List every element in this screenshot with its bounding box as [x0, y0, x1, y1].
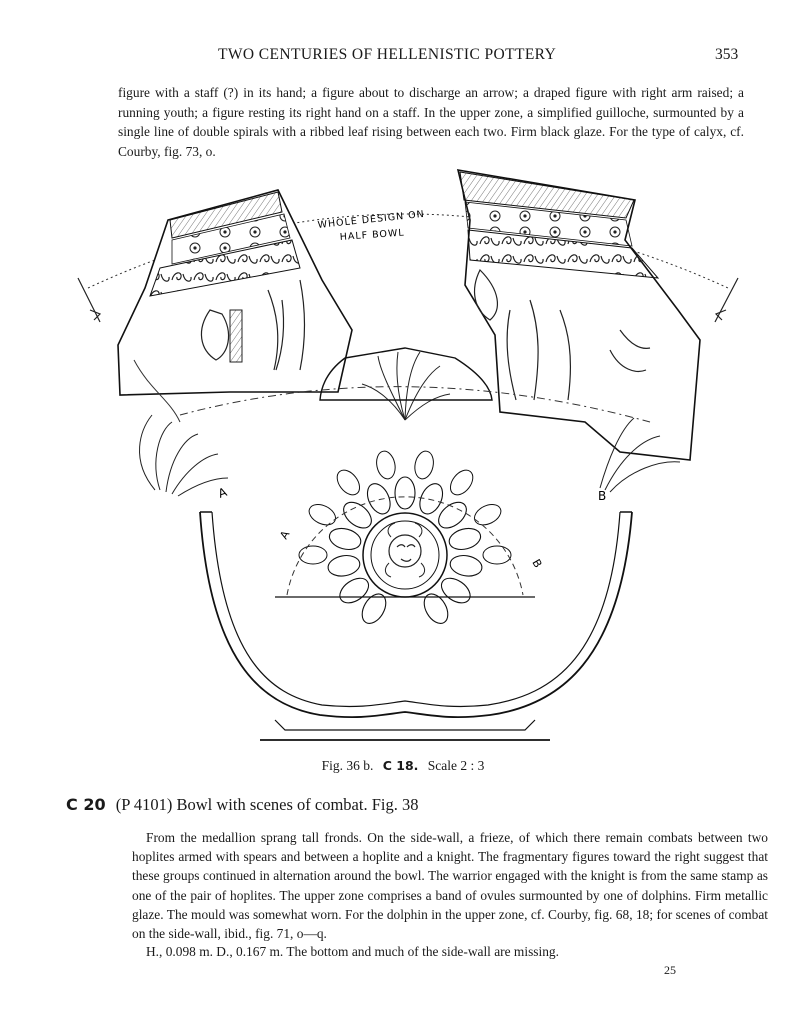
mark-a-medallion: A — [277, 528, 293, 542]
mark-a-left: A — [216, 484, 229, 501]
entry-catalog: C 20 — [66, 795, 106, 814]
entry-body-text: From the medallion sprang tall fronds. On the side-wall, a frieze, of which there remain combats between two hoplites armed with spears and between a hoplite and a knight. The fragmentary figures toward the right suggest that these groups continued in alternation around the bowl. The warrior engaged with the knight is from the same stamp as one of the pair of hoplites. The upper zone comprises a band of ovules surmounted by one of dolphins. Firm metallic glaze. The mould was somewhat worn. For the dolphin in the upper zone, cf. Courby, fig. 68, 18; for scenes of combat on the side-wall, ibid., fig. 71, o—q. — [132, 830, 768, 942]
figure-caption — [0, 758, 806, 774]
caption-catalog: C 18. — [382, 758, 419, 773]
annotation-line1: WHOLE DESIGN ON — [317, 208, 426, 231]
left-sherd — [118, 190, 352, 496]
bowl-profile — [200, 512, 632, 740]
mark-b-right: B — [598, 489, 607, 503]
intro-paragraph: figure with a staff (?) in its hand; a figure about to discharge an arrow; a draped figure with right arm raised; a running youth; a figure resting its right hand on a staff. In the upper zone, a simplified guilloche, surmounted by a single line of double spirals with a ribbed leaf rising between each two. Firm black glaze. For the type of calyx, cf. Courby, fig. 73, o. — [118, 85, 744, 159]
caption-prefix: Fig. 36 b. — [321, 758, 374, 773]
mark-b-medallion: B — [529, 557, 545, 571]
running-title: TWO CENTURIES OF HELLENISTIC POTTERY — [218, 46, 557, 63]
signature-mark: 25 — [664, 963, 676, 977]
page-header — [0, 46, 806, 68]
medallion — [275, 449, 535, 627]
central-palmette — [362, 352, 450, 420]
right-sherd — [458, 170, 700, 492]
entry-body — [132, 828, 768, 943]
bowl-drawing-figure — [60, 160, 750, 750]
entry-heading — [66, 795, 418, 815]
bowl-drawing — [60, 160, 750, 750]
entry-dimensions: H., 0.098 m. D., 0.167 m. The bottom and much of the side-wall are missing. — [146, 944, 559, 959]
page-number: 353 — [715, 46, 739, 63]
entry-title: (P 4101) Bowl with scenes of combat. Fig. 38 — [115, 795, 419, 814]
caption-scale: Scale 2 : 3 — [427, 758, 485, 773]
annotation-line2: HALF BOWL — [339, 227, 405, 243]
